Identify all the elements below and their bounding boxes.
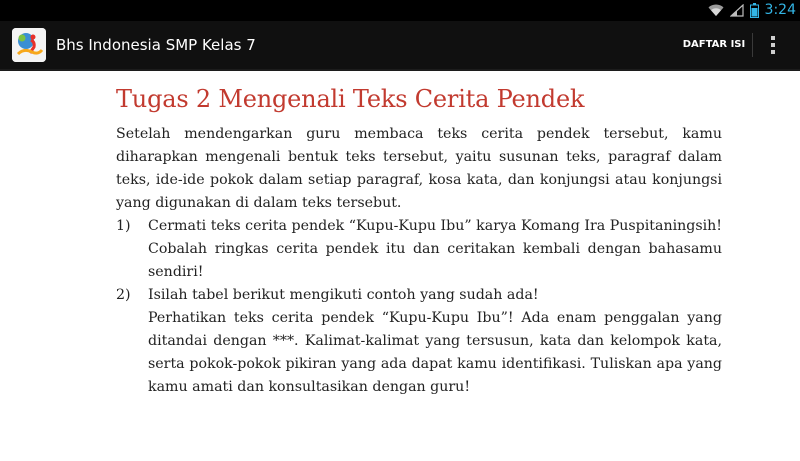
more-vert-icon[interactable]: [758, 21, 788, 69]
content-body: [116, 123, 722, 399]
action-divider: [752, 33, 753, 57]
status-bar: [0, 0, 800, 21]
app-icon[interactable]: [12, 28, 46, 62]
wifi-icon: [708, 4, 724, 17]
app-logo-icon: [12, 28, 46, 62]
list-item-text: Isilah tabel berikut mengikuti contoh yang sudah ada!: [148, 287, 539, 303]
intro-paragraph: Setelah mendengarkan guru membaca teks cerita pendek tersebut, kamu diharapkan mengenali bentuk teks tersebut, yaitu susunan teks, paragraf dalam teks, ide-ide pokok dalam setiap paragraf, kosa kata, dan konjungsi atau konjungsi yang digunakan di dalam teks tersebut.: [116, 126, 722, 211]
battery-icon: [750, 3, 759, 18]
list-item-text: Cermati teks cerita pendek “Kupu-Kupu Ibu” karya Komang Ira Puspitaningsih! Cobalah ringkas cerita pendek itu dan ceritakan kembali dengan bahasamu sendiri!: [148, 218, 723, 280]
app-title: Bhs Indonesia SMP Kelas 7: [56, 36, 256, 54]
status-time: 3:24: [764, 2, 796, 18]
list-item-detail: Perhatikan teks cerita pendek “Kupu-Kupu Ibu”! Ada enam penggalan yang ditandai dengan ***. Kalimat-kalimat yang tersusun, kata dan kelompok kata, serta pokok-pokok pikiran yang ada dapat kamu identifikasi. Tuliskan apa yang kamu amati dan konsultasikan dengan guru!: [148, 310, 722, 395]
page-title: Tugas 2 Mengenali Teks Cerita Pendek: [116, 85, 585, 113]
list-number: 2): [116, 287, 131, 303]
action-bar: [0, 21, 800, 71]
status-icons: [708, 2, 796, 19]
list-number: 1): [116, 218, 131, 234]
page-content: [0, 71, 800, 461]
signal-icon: [730, 4, 744, 17]
list-item: [116, 215, 722, 284]
daftar-isi-button[interactable]: DAFTAR ISI: [682, 39, 746, 50]
list-item: [116, 284, 722, 399]
